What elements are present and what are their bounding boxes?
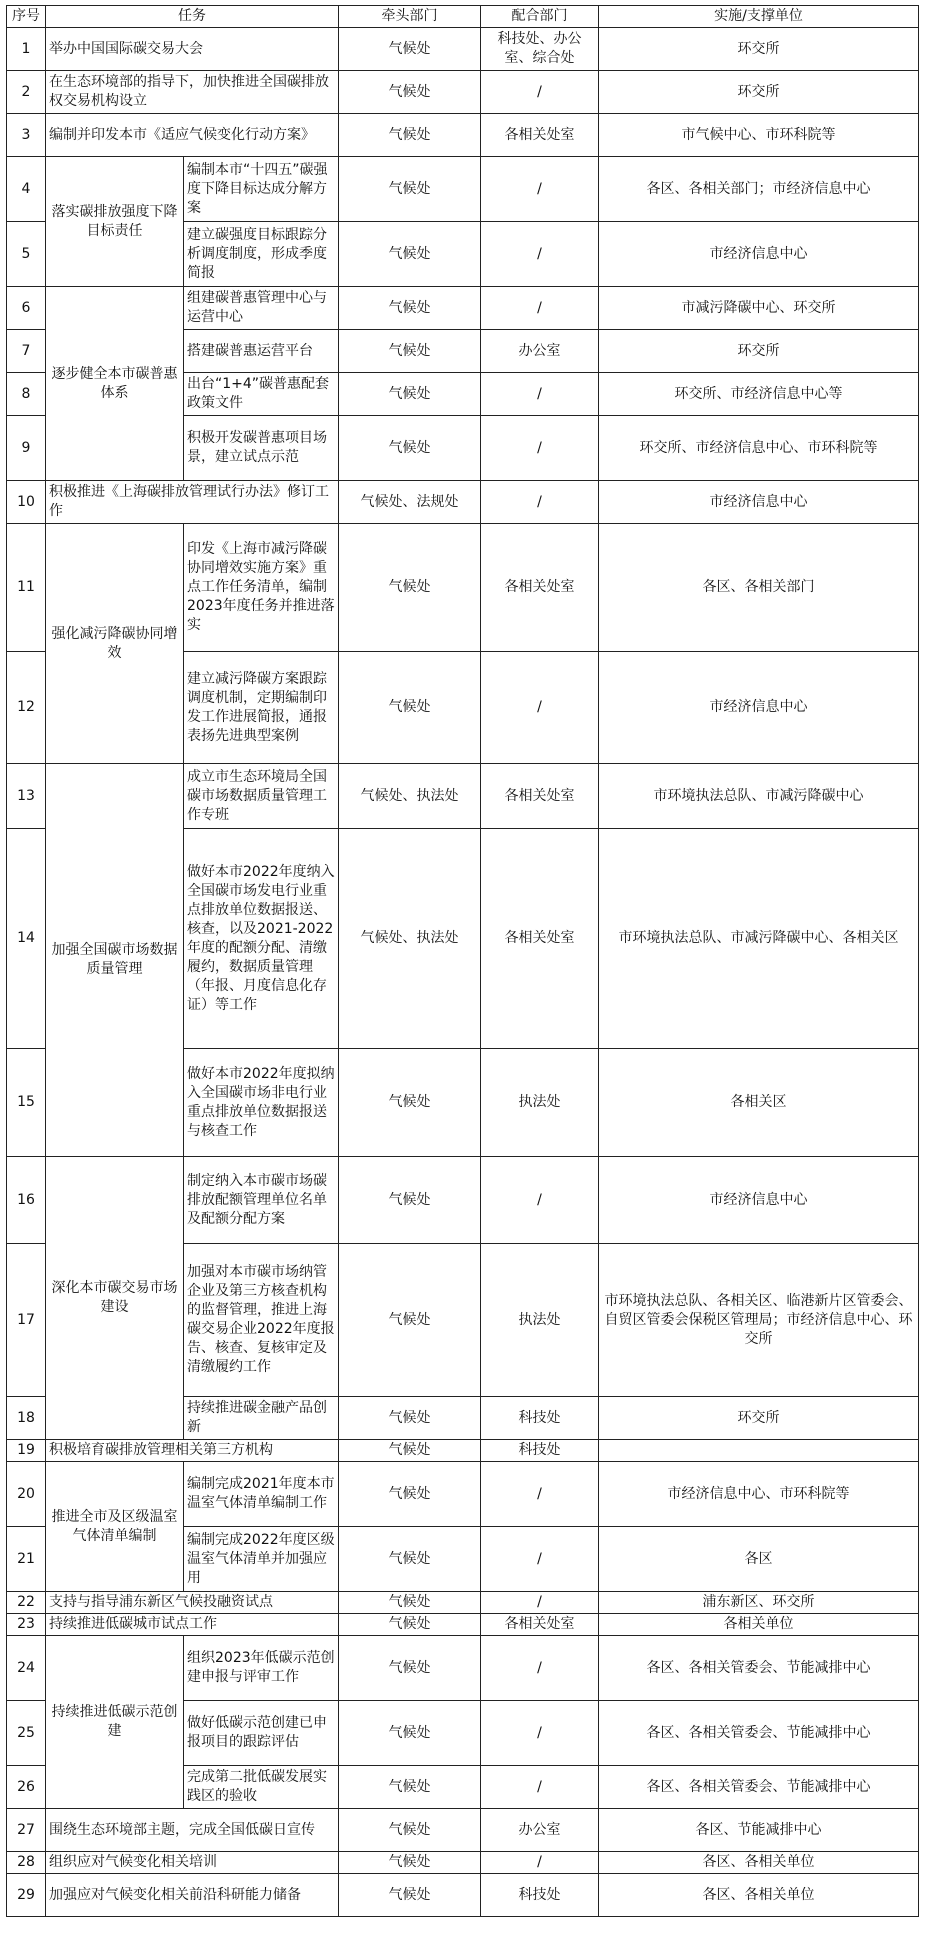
row-lead: 气候处: [339, 1614, 481, 1636]
row-lead: 气候处: [339, 71, 481, 114]
row-coop: 各相关处室: [481, 114, 599, 157]
table-row: [7, 524, 919, 652]
row-lead: 气候处: [339, 1157, 481, 1244]
row-group: 逐步健全本市碳普惠体系: [46, 287, 184, 481]
row-lead: 气候处: [339, 524, 481, 652]
header-no: 序号: [7, 6, 46, 28]
row-no: 24: [7, 1636, 46, 1701]
row-subtask: 建立碳强度目标跟踪分析调度制度，形成季度简报: [184, 222, 339, 287]
row-no: 22: [7, 1592, 46, 1614]
row-impl: 环交所: [599, 71, 919, 114]
row-lead: 气候处: [339, 416, 481, 481]
row-impl: 各区、各相关管委会、节能减排中心: [599, 1701, 919, 1766]
row-coop: 各相关处室: [481, 524, 599, 652]
row-lead: 气候处: [339, 114, 481, 157]
row-subtask: 组织2023年低碳示范创建申报与评审工作: [184, 1636, 339, 1701]
row-coop: /: [481, 1527, 599, 1592]
row-lead: 气候处: [339, 373, 481, 416]
row-coop: 科技处: [481, 1397, 599, 1440]
row-coop: /: [481, 1852, 599, 1874]
row-coop: /: [481, 1157, 599, 1244]
row-task: 积极培育碳排放管理相关第三方机构: [46, 1440, 339, 1462]
row-impl: 各区: [599, 1527, 919, 1592]
row-lead: 气候处、法规处: [339, 481, 481, 524]
row-coop: /: [481, 373, 599, 416]
row-coop: /: [481, 71, 599, 114]
row-group: 落实碳排放强度下降目标责任: [46, 157, 184, 287]
header-task: 任务: [46, 6, 339, 28]
row-impl: 浦东新区、环交所: [599, 1592, 919, 1614]
row-task: 支持与指导浦东新区气候投融资试点: [46, 1592, 339, 1614]
row-lead: 气候处、执法处: [339, 829, 481, 1049]
row-no: 8: [7, 373, 46, 416]
row-coop: /: [481, 1636, 599, 1701]
table-row: [7, 1157, 919, 1244]
row-impl: 市经济信息中心: [599, 1157, 919, 1244]
table-row: [7, 764, 919, 829]
task-table: [6, 5, 919, 1917]
table-row: [7, 114, 919, 157]
row-group: 强化减污降碳协同增效: [46, 524, 184, 764]
row-coop: /: [481, 222, 599, 287]
row-impl: 环交所、市经济信息中心、市环科院等: [599, 416, 919, 481]
row-task: 在生态环境部的指导下，加快推进全国碳排放权交易机构设立: [46, 71, 339, 114]
row-no: 10: [7, 481, 46, 524]
row-subtask: 建立减污降碳方案跟踪调度机制，定期编制印发工作进展简报，通报表扬先进典型案例: [184, 652, 339, 764]
row-no: 6: [7, 287, 46, 330]
row-impl: [599, 1440, 919, 1462]
row-impl: 各区、各相关单位: [599, 1852, 919, 1874]
row-coop: /: [481, 481, 599, 524]
header-coop: 配合部门: [481, 6, 599, 28]
header-lead: 牵头部门: [339, 6, 481, 28]
row-task: 编制并印发本市《适应气候变化行动方案》: [46, 114, 339, 157]
row-no: 21: [7, 1527, 46, 1592]
row-coop: /: [481, 1766, 599, 1809]
row-impl: 环交所、市经济信息中心等: [599, 373, 919, 416]
row-subtask: 加强对本市碳市场纳管企业及第三方核查机构的监督管理，推进上海碳交易企业2022年度报告、核查、复核审定及清缴履约工作: [184, 1244, 339, 1397]
table-row: [7, 1809, 919, 1852]
row-group: 推进全市及区级温室气体清单编制: [46, 1462, 184, 1592]
row-coop: 各相关处室: [481, 764, 599, 829]
row-no: 3: [7, 114, 46, 157]
row-group: 深化本市碳交易市场建设: [46, 1157, 184, 1440]
row-lead: 气候处: [339, 1636, 481, 1701]
row-impl: 环交所: [599, 1397, 919, 1440]
row-no: 7: [7, 330, 46, 373]
table-row: [7, 1874, 919, 1917]
row-subtask: 出台“1+4”碳普惠配套政策文件: [184, 373, 339, 416]
row-subtask: 组建碳普惠管理中心与运营中心: [184, 287, 339, 330]
row-lead: 气候处: [339, 28, 481, 71]
row-impl: 各相关单位: [599, 1614, 919, 1636]
row-subtask: 持续推进碳金融产品创新: [184, 1397, 339, 1440]
row-task: 积极推进《上海碳排放管理试行办法》修订工作: [46, 481, 339, 524]
row-subtask: 印发《上海市减污降碳协同增效实施方案》重点工作任务清单，编制2023年度任务并推进落实: [184, 524, 339, 652]
row-coop: /: [481, 652, 599, 764]
table-row: [7, 1462, 919, 1527]
row-coop: 科技处: [481, 1440, 599, 1462]
row-lead: 气候处: [339, 1592, 481, 1614]
row-lead: 气候处: [339, 1852, 481, 1874]
row-coop: /: [481, 157, 599, 222]
row-subtask: 搭建碳普惠运营平台: [184, 330, 339, 373]
row-lead: 气候处: [339, 1049, 481, 1157]
table-row: [7, 287, 919, 330]
row-lead: 气候处: [339, 1766, 481, 1809]
row-impl: 环交所: [599, 28, 919, 71]
row-no: 16: [7, 1157, 46, 1244]
row-impl: 市环境执法总队、市减污降碳中心: [599, 764, 919, 829]
row-no: 28: [7, 1852, 46, 1874]
row-no: 9: [7, 416, 46, 481]
row-impl: 各区、各相关管委会、节能减排中心: [599, 1766, 919, 1809]
row-no: 14: [7, 829, 46, 1049]
row-coop: 各相关处室: [481, 829, 599, 1049]
row-group: 持续推进低碳示范创建: [46, 1636, 184, 1809]
row-lead: 气候处: [339, 157, 481, 222]
row-subtask: 做好本市2022年度纳入全国碳市场发电行业重点排放单位数据报送、核查，以及2021-2022年度的配额分配、清缴履约，数据质量管理（年报、月度信息化存证）等工作: [184, 829, 339, 1049]
row-no: 25: [7, 1701, 46, 1766]
row-impl: 市经济信息中心、市环科院等: [599, 1462, 919, 1527]
row-coop: 办公室: [481, 330, 599, 373]
row-lead: 气候处: [339, 330, 481, 373]
row-impl: 市减污降碳中心、环交所: [599, 287, 919, 330]
row-subtask: 编制本市“十四五”碳强度下降目标达成分解方案: [184, 157, 339, 222]
row-no: 17: [7, 1244, 46, 1397]
row-no: 27: [7, 1809, 46, 1852]
row-no: 26: [7, 1766, 46, 1809]
table-row: [7, 1614, 919, 1636]
row-lead: 气候处: [339, 287, 481, 330]
row-lead: 气候处: [339, 1809, 481, 1852]
row-impl: 各区、节能减排中心: [599, 1809, 919, 1852]
row-group: 加强全国碳市场数据质量管理: [46, 764, 184, 1157]
row-lead: 气候处: [339, 1701, 481, 1766]
row-no: 11: [7, 524, 46, 652]
row-no: 13: [7, 764, 46, 829]
row-no: 29: [7, 1874, 46, 1917]
row-task: 持续推进低碳城市试点工作: [46, 1614, 339, 1636]
row-lead: 气候处: [339, 1397, 481, 1440]
row-lead: 气候处: [339, 222, 481, 287]
row-coop: /: [481, 1592, 599, 1614]
row-lead: 气候处: [339, 1440, 481, 1462]
row-impl: 各相关区: [599, 1049, 919, 1157]
row-lead: 气候处: [339, 1462, 481, 1527]
header-impl: 实施/支撑单位: [599, 6, 919, 28]
table-row: [7, 1852, 919, 1874]
row-impl: 市经济信息中心: [599, 652, 919, 764]
table-row: [7, 157, 919, 222]
row-task: 加强应对气候变化相关前沿科研能力储备: [46, 1874, 339, 1917]
row-subtask: 编制完成2022年度区级温室气体清单并加强应用: [184, 1527, 339, 1592]
row-impl: 各区、各相关单位: [599, 1874, 919, 1917]
row-coop: 科技处、办公室、综合处: [481, 28, 599, 71]
task-table-container: [6, 5, 918, 1943]
row-impl: 环交所: [599, 330, 919, 373]
row-impl: 市环境执法总队、各相关区、临港新片区管委会、自贸区管委会保税区管理局；市经济信息中心、环交所: [599, 1244, 919, 1397]
row-coop: 办公室: [481, 1809, 599, 1852]
row-coop: /: [481, 287, 599, 330]
row-lead: 气候处: [339, 1527, 481, 1592]
row-no: 2: [7, 71, 46, 114]
row-impl: 各区、各相关管委会、节能减排中心: [599, 1636, 919, 1701]
row-no: 18: [7, 1397, 46, 1440]
row-impl: 市气候中心、市环科院等: [599, 114, 919, 157]
row-no: 15: [7, 1049, 46, 1157]
row-task: 举办中国国际碳交易大会: [46, 28, 339, 71]
row-impl: 各区、各相关部门: [599, 524, 919, 652]
row-coop: 各相关处室: [481, 1614, 599, 1636]
row-coop: 科技处: [481, 1874, 599, 1917]
row-coop: /: [481, 1462, 599, 1527]
row-lead: 气候处: [339, 652, 481, 764]
row-coop: 执法处: [481, 1244, 599, 1397]
row-coop: /: [481, 416, 599, 481]
table-row: [7, 1592, 919, 1614]
row-task: 围绕生态环境部主题，完成全国低碳日宣传: [46, 1809, 339, 1852]
row-no: 19: [7, 1440, 46, 1462]
row-no: 4: [7, 157, 46, 222]
row-subtask: 做好本市2022年度拟纳入全国碳市场非电行业重点排放单位数据报送与核查工作: [184, 1049, 339, 1157]
table-row: [7, 1636, 919, 1701]
table-row: [7, 71, 919, 114]
row-coop: 执法处: [481, 1049, 599, 1157]
row-subtask: 做好低碳示范创建已申报项目的跟踪评估: [184, 1701, 339, 1766]
row-impl: 市经济信息中心: [599, 222, 919, 287]
row-no: 12: [7, 652, 46, 764]
row-subtask: 制定纳入本市碳市场碳排放配额管理单位名单及配额分配方案: [184, 1157, 339, 1244]
row-no: 5: [7, 222, 46, 287]
row-subtask: 完成第二批低碳发展实践区的验收: [184, 1766, 339, 1809]
table-row: [7, 28, 919, 71]
row-impl: 市经济信息中心: [599, 481, 919, 524]
row-no: 1: [7, 28, 46, 71]
row-lead: 气候处: [339, 1874, 481, 1917]
row-subtask: 积极开发碳普惠项目场景，建立试点示范: [184, 416, 339, 481]
row-coop: /: [481, 1701, 599, 1766]
row-subtask: 编制完成2021年度本市温室气体清单编制工作: [184, 1462, 339, 1527]
row-lead: 气候处: [339, 1244, 481, 1397]
row-no: 20: [7, 1462, 46, 1527]
row-impl: 市环境执法总队、市减污降碳中心、各相关区: [599, 829, 919, 1049]
row-subtask: 成立市生态环境局全国碳市场数据质量管理工作专班: [184, 764, 339, 829]
table-row: [7, 481, 919, 524]
header-row: [7, 6, 919, 28]
row-impl: 各区、各相关部门；市经济信息中心: [599, 157, 919, 222]
row-no: 23: [7, 1614, 46, 1636]
row-task: 组织应对气候变化相关培训: [46, 1852, 339, 1874]
table-row: [7, 1440, 919, 1462]
row-lead: 气候处、执法处: [339, 764, 481, 829]
